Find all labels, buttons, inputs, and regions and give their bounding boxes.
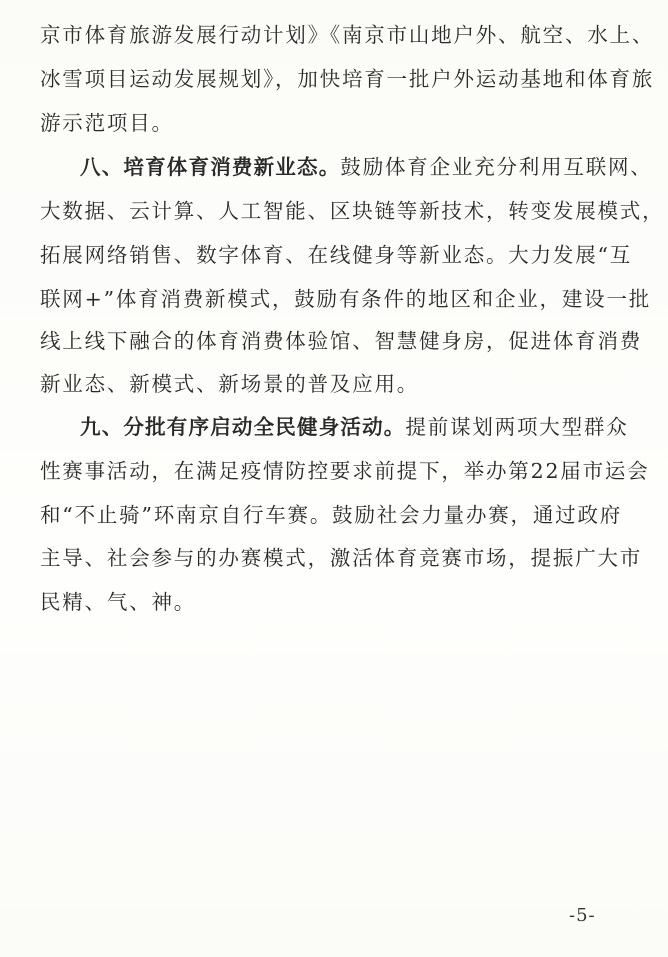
paragraph-line: 联网+”体育消费新模式，鼓励有条件的地区和企业，建设一批 xyxy=(40,287,652,311)
paragraph-line: 主导、社会参与的办赛模式，激活体育竞赛市场，提振广大市 xyxy=(40,546,643,570)
paragraph-line: 大数据、云计算、人工智能、区块链等新技术，转变发展模式， xyxy=(40,199,665,223)
paragraph-line: 民精、气、神。 xyxy=(40,590,197,614)
section-8-heading: 八、培育体育消费新业态。 xyxy=(80,155,341,179)
section-8-first-line xyxy=(80,154,653,180)
section-9-heading: 九、分批有序启动全民健身活动。 xyxy=(80,415,406,439)
paragraph-line: 冰雪项目运动发展规划》，加快培育一批户外运动基地和体育旅 xyxy=(40,67,655,91)
paragraph-line: 京市体育旅游发展行动计划》《南京市山地户外、航空、水上、 xyxy=(40,23,655,47)
paragraph-line: 性赛事活动，在满足疫情防控要求前提下，举办第22届市运会 xyxy=(40,459,650,483)
section-9-first-line xyxy=(80,414,629,440)
page-number: -5- xyxy=(569,905,596,926)
paragraph-line: 和“不止骑”环南京自行车赛。鼓励社会力量办赛，通过政府 xyxy=(40,503,623,527)
paragraph-line: 游示范项目。 xyxy=(40,111,174,135)
section-9-text: 提前谋划两项大型群众 xyxy=(405,415,629,439)
paragraph-line: 拓展网络销售、数字体育、在线健身等新业态。大力发展“互 xyxy=(40,243,633,267)
paragraph-line: 线上线下融合的体育消费体验馆、智慧健身房，促进体育消费 xyxy=(40,329,643,353)
section-8-text: 鼓励体育企业充分利用互联网、 xyxy=(340,155,653,179)
paragraph-line: 新业态、新模式、新场景的普及应用。 xyxy=(40,372,420,396)
